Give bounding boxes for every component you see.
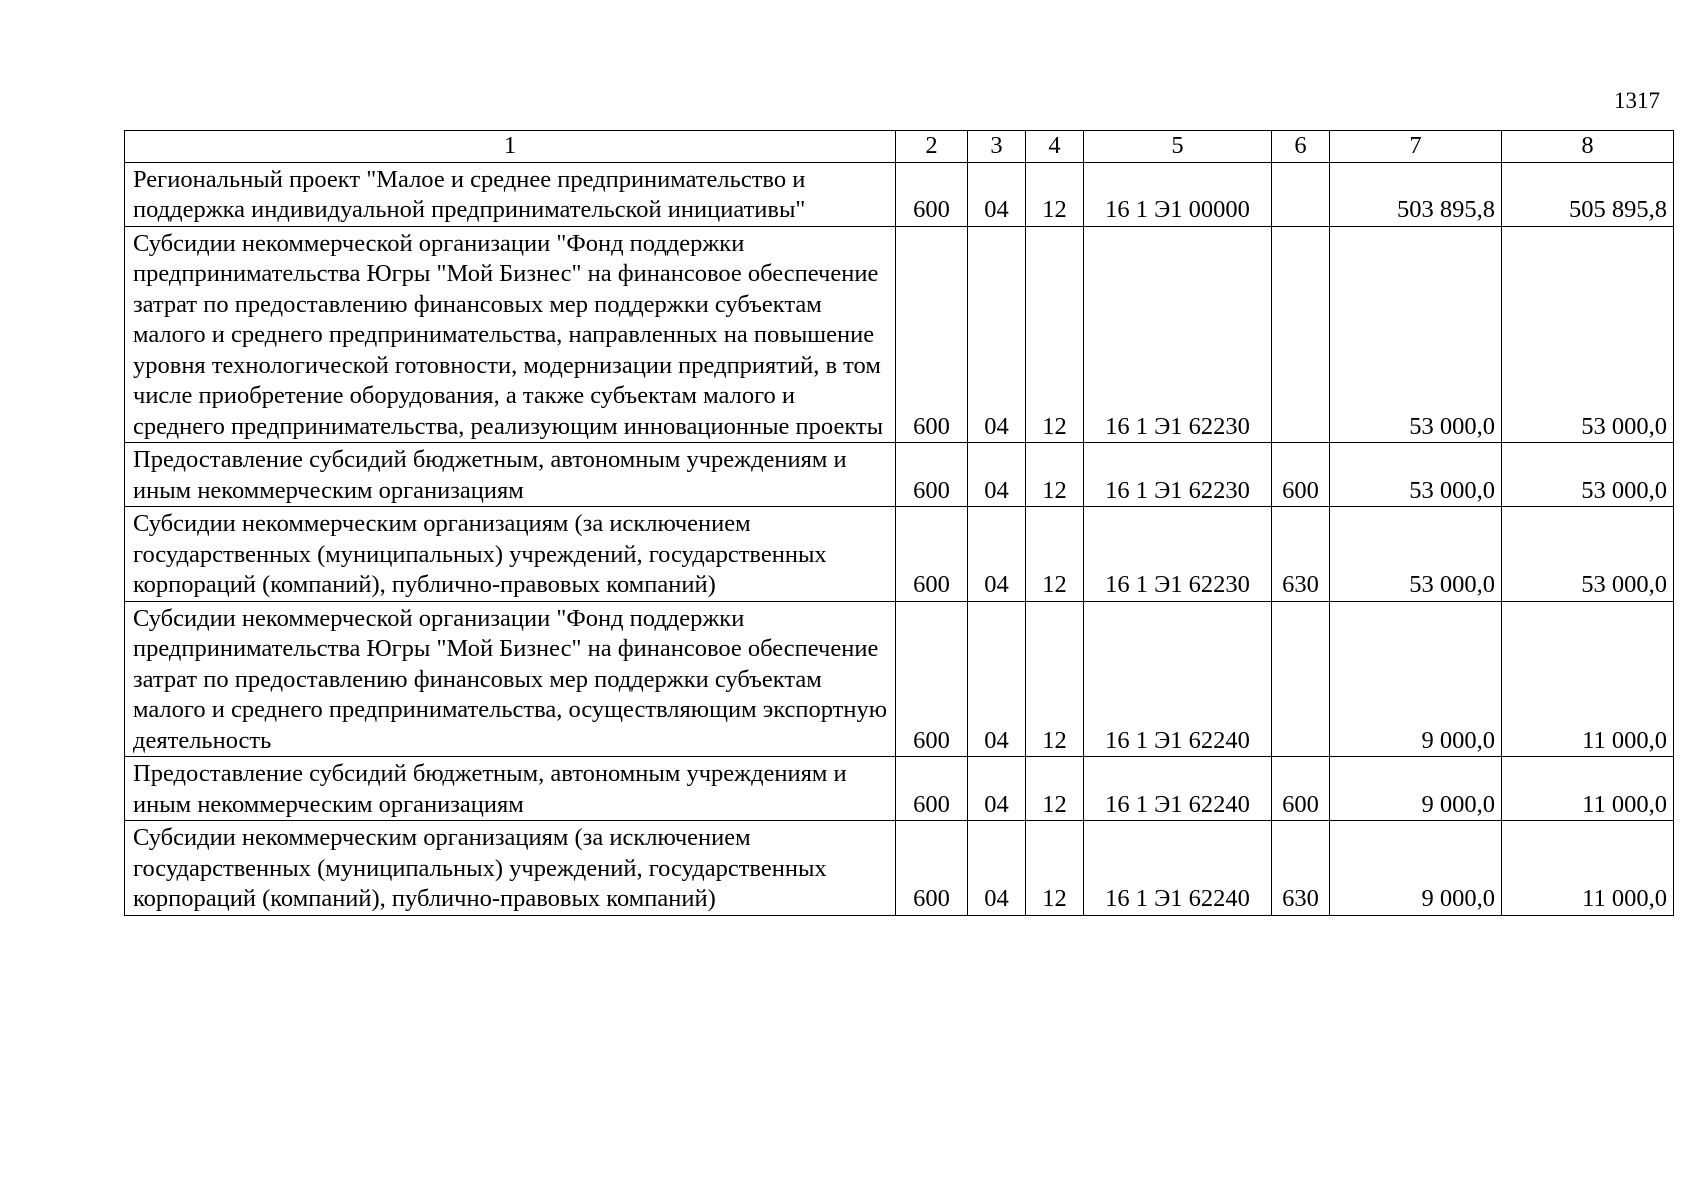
cell-col5: 16 1 Э1 62240 [1084,821,1272,916]
budget-table [124,130,1674,916]
cell-col2: 600 [896,162,968,226]
cell-col5: 16 1 Э1 00000 [1084,162,1272,226]
cell-col7: 9 000,0 [1330,601,1502,757]
row-name: Предоставление субсидий бюджетным, автономным учреждениям и иным некоммерческим организациям [125,443,896,507]
cell-col3: 04 [968,757,1026,821]
column-header-6: 6 [1272,131,1330,163]
cell-col6 [1272,601,1330,757]
cell-col5: 16 1 Э1 62240 [1084,601,1272,757]
cell-col7: 503 895,8 [1330,162,1502,226]
page-number: 1317 [1614,88,1660,113]
row-name: Предоставление субсидий бюджетным, автономным учреждениям и иным некоммерческим организациям [125,757,896,821]
row-name: Региональный проект "Малое и среднее предпринимательство и поддержка индивидуальной предпринимательской инициативы" [125,162,896,226]
cell-col4: 12 [1026,601,1084,757]
column-header-8: 8 [1502,131,1674,163]
cell-col5: 16 1 Э1 62230 [1084,226,1272,443]
row-name: Субсидии некоммерческой организации "Фонд поддержки предпринимательства Югры "Мой Бизнес" на финансовое обеспечение затрат по предоставлению финансовых мер поддержки субъектам малого и среднего предпринимательства, осуществляющим экспортную деятельность [125,601,896,757]
cell-col3: 04 [968,821,1026,916]
cell-col7: 53 000,0 [1330,507,1502,602]
cell-col4: 12 [1026,507,1084,602]
cell-col5: 16 1 Э1 62230 [1084,443,1272,507]
column-header-7: 7 [1330,131,1502,163]
cell-col3: 04 [968,507,1026,602]
cell-col2: 600 [896,507,968,602]
cell-col6: 600 [1272,757,1330,821]
cell-col7: 9 000,0 [1330,821,1502,916]
header-row [125,131,1674,163]
cell-col3: 04 [968,443,1026,507]
cell-col6: 600 [1272,443,1330,507]
cell-col4: 12 [1026,443,1084,507]
cell-col7: 53 000,0 [1330,443,1502,507]
column-header-2: 2 [896,131,968,163]
cell-col5: 16 1 Э1 62240 [1084,757,1272,821]
cell-col2: 600 [896,821,968,916]
row-name: Субсидии некоммерческим организациям (за исключением государственных (муниципальных) учреждений, государственных корпораций (компаний), публично-правовых компаний) [125,507,896,602]
cell-col6 [1272,162,1330,226]
cell-col8: 53 000,0 [1502,443,1674,507]
cell-col7: 9 000,0 [1330,757,1502,821]
cell-col3: 04 [968,162,1026,226]
cell-col3: 04 [968,601,1026,757]
column-header-4: 4 [1026,131,1084,163]
cell-col7: 53 000,0 [1330,226,1502,443]
cell-col2: 600 [896,601,968,757]
cell-col8: 11 000,0 [1502,601,1674,757]
cell-col4: 12 [1026,226,1084,443]
table-row [125,443,1674,507]
cell-col6: 630 [1272,821,1330,916]
cell-col4: 12 [1026,757,1084,821]
cell-col4: 12 [1026,821,1084,916]
cell-col8: 11 000,0 [1502,757,1674,821]
cell-col2: 600 [896,226,968,443]
cell-col6: 630 [1272,507,1330,602]
column-header-5: 5 [1084,131,1272,163]
cell-col8: 11 000,0 [1502,821,1674,916]
table-row [125,162,1674,226]
cell-col3: 04 [968,226,1026,443]
column-header-1: 1 [125,131,896,163]
table-row [125,226,1674,443]
cell-col8: 53 000,0 [1502,226,1674,443]
table-row [125,757,1674,821]
table-row [125,507,1674,602]
row-name: Субсидии некоммерческим организациям (за исключением государственных (муниципальных) учреждений, государственных корпораций (компаний), публично-правовых компаний) [125,821,896,916]
cell-col2: 600 [896,443,968,507]
cell-col8: 505 895,8 [1502,162,1674,226]
table-row [125,601,1674,757]
row-name: Субсидии некоммерческой организации "Фонд поддержки предпринимательства Югры "Мой Бизнес" на финансовое обеспечение затрат по предоставлению финансовых мер поддержки субъектам малого и среднего предпринимательства, направленных на повышение уровня технологической готовности, модернизации предприятий, в том числе приобретение оборудования, а также субъектам малого и среднего предпринимательства, реализующим инновационные проекты [125,226,896,443]
cell-col8: 53 000,0 [1502,507,1674,602]
cell-col2: 600 [896,757,968,821]
cell-col4: 12 [1026,162,1084,226]
column-header-3: 3 [968,131,1026,163]
cell-col6 [1272,226,1330,443]
table-row [125,821,1674,916]
cell-col5: 16 1 Э1 62230 [1084,507,1272,602]
